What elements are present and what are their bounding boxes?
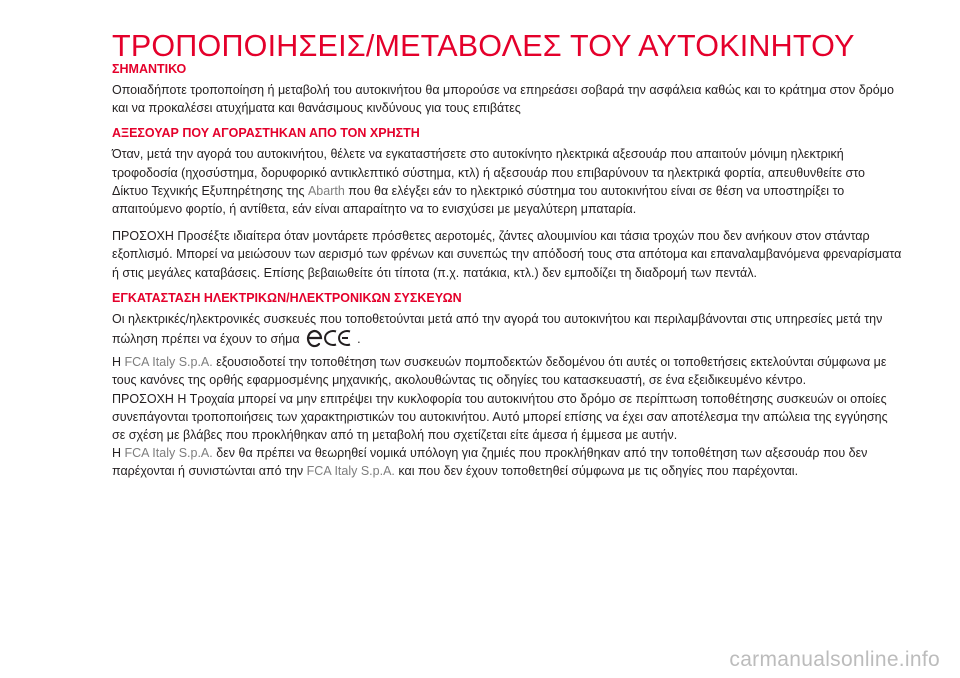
accessories-text-1a: Όταν, μετά την αγορά του αυτοκινήτου, θέλετε να εγκαταστήσετε στο αυτοκίνητο ηλεκτρικά αξεσουάρ που απαιτούν μόνιμη ηλεκτρική τροφοδοσία (ηχοσύστημα, δορυφορικό αντικλεπτικό σύστημα, κτλ) ή αξεσουάρ που επιβαρύνουν τα ηλεκτρικά φορτία, απευθυνθείτε στο Δίκτυο Τεχνικής Εξυπηρέτησης της: [112, 147, 865, 198]
brand-fca-1: FCA Italy S.p.A.: [124, 355, 213, 370]
devices-text-4b: και που δεν έχουν τοποθετηθεί σύμφωνα με τις οδηγίες που παρέχονται.: [398, 464, 799, 479]
brand-abarth: Abarth: [307, 183, 345, 198]
brand-fca-3: FCA Italy S.p.A.: [306, 464, 395, 479]
devices-heading: ΕΓΚΑΤΑΣΤΑΣΗ ΗΛΕΚΤΡΙΚΩΝ/ΗΛΕΚΤΡΟΝΙΚΩΝ ΣΥΣΚΕΥΩΝ: [112, 290, 462, 305]
e-ce-mark-icon: [305, 328, 355, 353]
devices-text-1b: .: [357, 332, 361, 347]
watermark: carmanualsonline.info: [729, 648, 940, 671]
accessories-warning: ΠΡΟΣΟΧΗ Προσέξτε ιδιαίτερα όταν μοντάρετε πρόσθετες αεροτομές, ζάντες αλουμινίου και τάσια τροχών που δεν ανήκουν στον στάνταρ εξοπλισμό. Μπορεί να μειώσουν των αερισμό των φρένων και συνεπώς την απόδοσή τους στα απότομα και επαναλαμβανόμενα φρεναρίσματα ή στις μεγάλες καταβάσεις. Επίσης βεβαιωθείτε ότι τίποτα (π.χ. πατάκια, κτλ.) δεν εμποδίζει τη διαδρομή των πεντάλ.: [112, 229, 902, 280]
important-text: Οποιαδήποτε τροποποίηση ή μεταβολή του αυτοκινήτου θα μπορούσε να επηρεάσει σοβαρά την ασφάλεια καθώς και το κράτημα στον δρόμο και να προκαλέσει ατυχήματα και θανάσιμους κινδύνους για τους επιβάτες: [112, 83, 894, 116]
devices-text-2: εξουσιοδοτεί την τοποθέτηση των συσκευών πομποδεκτών δεδομένου ότι αυτές οι τοποθετήσεις εκτελούνται σύμφωνα με τους κανόνες της ορθής εφαρμοσμένης μηχανικής, ακολουθώντας τις οδηγίες του κατασκευαστή, σε ένα εξειδικευμένο κέντρο.: [112, 355, 887, 388]
devices-text-1a: Οι ηλεκτρικές/ηλεκτρονικές συσκευές που τοποθετούνται μετά από την αγορά του αυτοκινήτου και περιλαμβάνονται στις υπηρεσίες μετά την πώληση πρέπει να έχουν το σήμα: [112, 311, 883, 347]
devices-paragraph-4: [112, 444, 902, 480]
devices-text-4a: δεν θα πρέπει να θεωρηθεί νομικά υπόλογη για ζημιές που προκλήθηκαν από την τοποθέτηση των αξεσουάρ που δεν παρέχονται ή συνιστώνται από την: [112, 446, 868, 479]
accessories-text-1b: που θα ελέγξει εάν το ηλεκτρικό σύστημα του αυτοκινήτου είναι σε θέση να υποστηρίξει το απαιτούμενο φορτίο, ή αντίθετα, εάν είναι απαραίτητο να το ενισχύσει με μεγαλύτερη μπαταρία.: [112, 183, 845, 217]
e-ce-mark-svg: [305, 328, 355, 348]
devices-paragraph-2: [112, 353, 902, 389]
devices-text-4-prefix: Η: [112, 446, 122, 461]
devices-paragraph-1: [112, 310, 902, 353]
document-page: [112, 30, 902, 481]
accessories-paragraph-1: [112, 145, 902, 218]
devices-text-2-prefix: Η: [112, 355, 122, 370]
important-heading: ΣΗΜΑΝΤΙΚΟ: [112, 62, 187, 76]
devices-warning: ΠΡΟΣΟΧΗ Η Τροχαία μπορεί να μην επιτρέψει την κυκλοφορία του αυτοκινήτου στο δρόμο σε περίπτωση τοποθέτησης συσκευών οι οποίες συνεπάγονται τροποποιήσεις των χαρακτηριστικών του αυτοκινήτου. Αυτό μπορεί επίσης να έχει σαν αποτέλεσμα την απώλεια της εγγύησης σε σχέση με βλάβες που προκλήθηκαν από τη μεταβολή που σχετίζεται είτε άμεσα ή έμμεσα με αυτήν.: [112, 391, 888, 443]
accessories-heading: ΑΞΕΣΟΥΑΡ ΠΟΥ ΑΓΟΡΑΣΤΗΚΑΝ ΑΠΟ ΤΟΝ ΧΡΗΣΤΗ: [112, 126, 420, 141]
page-title: ΤΡΟΠΟΠΟΙΗΣΕΙΣ/ΜΕΤΑΒΟΛΕΣ ΤΟΥ ΑΥΤΟΚΙΝΗΤΟΥ: [112, 29, 855, 63]
brand-fca-2: FCA Italy S.p.A.: [124, 446, 213, 461]
